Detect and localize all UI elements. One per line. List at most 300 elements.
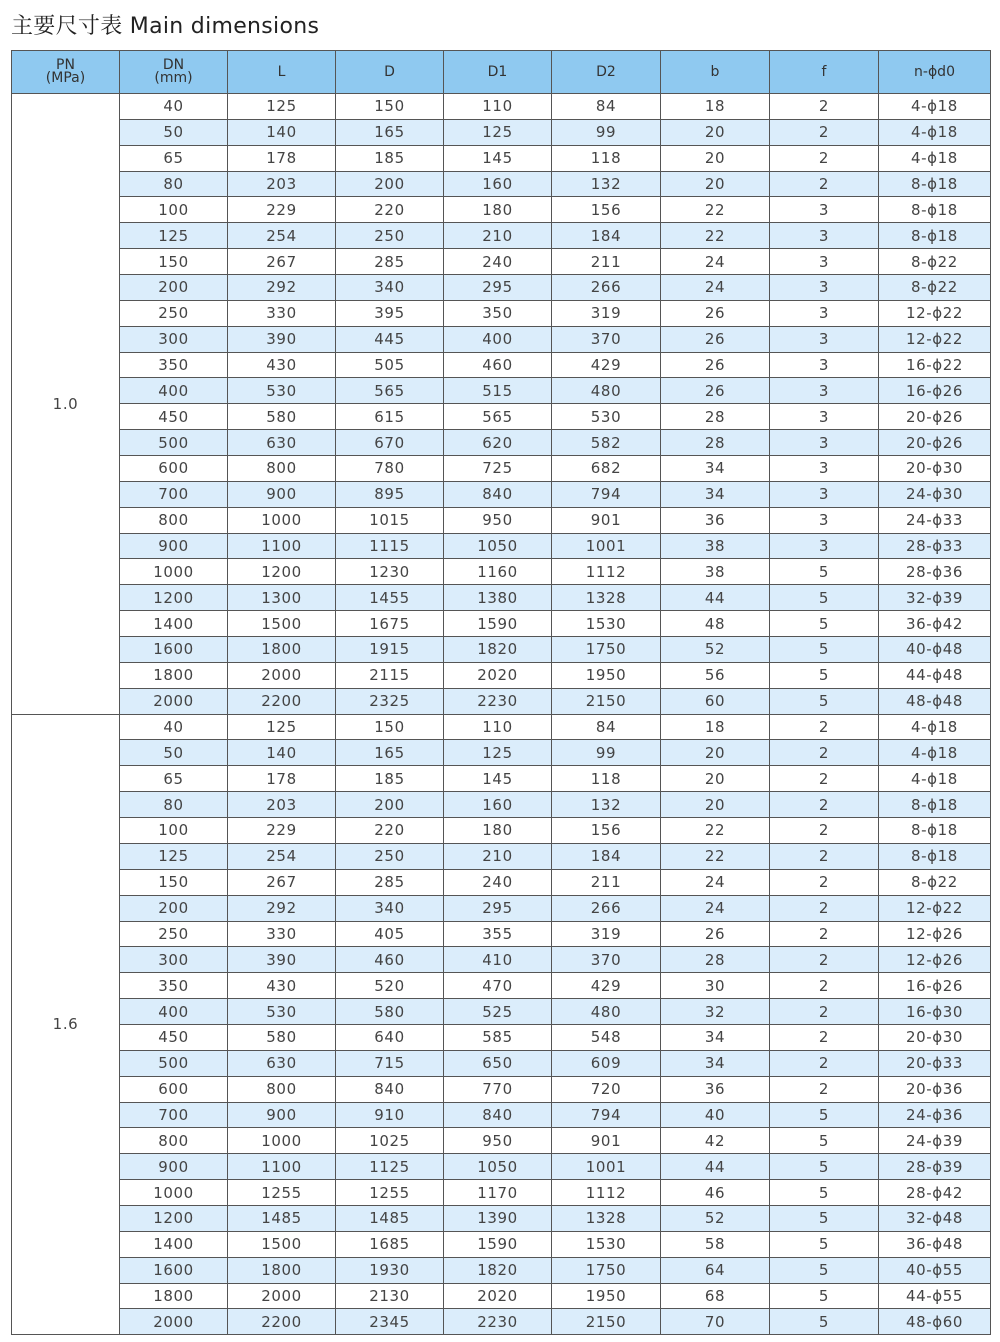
table-cell: 100 — [120, 818, 228, 844]
table-cell: 3 — [770, 275, 879, 301]
table-cell: 3 — [770, 533, 879, 559]
table-cell: 1200 — [120, 585, 228, 611]
table-cell: 110 — [444, 94, 552, 120]
table-row — [12, 456, 991, 482]
table-cell: 330 — [228, 921, 336, 947]
table-cell: 156 — [552, 818, 661, 844]
table-cell: 24-ϕ30 — [879, 481, 991, 507]
table-cell: 2000 — [120, 688, 228, 714]
table-cell: 165 — [336, 119, 444, 145]
table-cell: 8-ϕ18 — [879, 818, 991, 844]
table-cell: 32-ϕ39 — [879, 585, 991, 611]
table-cell: 548 — [552, 1024, 661, 1050]
table-cell: 630 — [228, 430, 336, 456]
table-row — [12, 559, 991, 585]
table-row — [12, 1180, 991, 1206]
table-cell: 48 — [661, 611, 770, 637]
table-cell: 220 — [336, 197, 444, 223]
table-cell: 20-ϕ26 — [879, 404, 991, 430]
table-cell: 2 — [770, 869, 879, 895]
table-cell: 125 — [120, 843, 228, 869]
table-cell: 895 — [336, 481, 444, 507]
table-row — [12, 352, 991, 378]
table-cell: 118 — [552, 145, 661, 171]
table-cell: 250 — [336, 223, 444, 249]
table-cell: 250 — [336, 843, 444, 869]
table-row — [12, 662, 991, 688]
table-cell: 390 — [228, 947, 336, 973]
table-cell: 770 — [444, 1076, 552, 1102]
table-cell: 1000 — [228, 1128, 336, 1154]
table-row — [12, 326, 991, 352]
table-cell: 20-ϕ30 — [879, 1024, 991, 1050]
table-cell: 40 — [120, 714, 228, 740]
table-cell: 5 — [770, 585, 879, 611]
table-cell: 1930 — [336, 1257, 444, 1283]
table-cell: 429 — [552, 973, 661, 999]
table-cell: 58 — [661, 1231, 770, 1257]
table-cell: 24-ϕ36 — [879, 1102, 991, 1128]
table-row — [12, 223, 991, 249]
table-cell: 40 — [661, 1102, 770, 1128]
table-cell: 794 — [552, 481, 661, 507]
column-header-label: b — [710, 63, 720, 80]
table-cell: 3 — [770, 326, 879, 352]
table-cell: 211 — [552, 249, 661, 275]
table-cell: 390 — [228, 326, 336, 352]
table-cell: 16-ϕ26 — [879, 378, 991, 404]
table-cell: 565 — [444, 404, 552, 430]
table-cell: 1675 — [336, 611, 444, 637]
table-cell: 28 — [661, 430, 770, 456]
table-cell: 505 — [336, 352, 444, 378]
table-cell: 2200 — [228, 688, 336, 714]
column-header — [770, 51, 879, 94]
table-cell: 5 — [770, 637, 879, 663]
table-cell: 100 — [120, 197, 228, 223]
table-cell: 2 — [770, 947, 879, 973]
table-cell: 38 — [661, 559, 770, 585]
table-cell: 2 — [770, 145, 879, 171]
table-cell: 1255 — [228, 1180, 336, 1206]
table-cell: 1590 — [444, 1231, 552, 1257]
table-cell: 650 — [444, 1050, 552, 1076]
table-cell: 600 — [120, 1076, 228, 1102]
table-cell: 901 — [552, 1128, 661, 1154]
table-cell: 3 — [770, 300, 879, 326]
table-cell: 582 — [552, 430, 661, 456]
column-header-label: D1 — [487, 63, 508, 80]
column-header-unit: (MPa) — [45, 70, 86, 86]
table-row — [12, 843, 991, 869]
table-cell: 84 — [552, 714, 661, 740]
table-cell: 900 — [120, 533, 228, 559]
table-cell: 800 — [228, 1076, 336, 1102]
table-cell: 1800 — [228, 1257, 336, 1283]
table-row — [12, 1283, 991, 1309]
table-cell: 4-ϕ18 — [879, 714, 991, 740]
table-cell: 5 — [770, 1154, 879, 1180]
table-cell: 28 — [661, 947, 770, 973]
table-cell: 480 — [552, 378, 661, 404]
table-cell: 500 — [120, 430, 228, 456]
table-row — [12, 611, 991, 637]
table-cell: 3 — [770, 223, 879, 249]
table-cell: 70 — [661, 1309, 770, 1335]
table-cell: 1160 — [444, 559, 552, 585]
column-header — [228, 51, 336, 94]
table-cell: 1750 — [552, 637, 661, 663]
table-cell: 229 — [228, 197, 336, 223]
table-row — [12, 999, 991, 1025]
table-cell: 340 — [336, 895, 444, 921]
table-cell: 32 — [661, 999, 770, 1025]
table-cell: 1800 — [120, 1283, 228, 1309]
table-cell: 20 — [661, 171, 770, 197]
table-cell: 80 — [120, 171, 228, 197]
table-cell: 285 — [336, 869, 444, 895]
table-cell: 1820 — [444, 637, 552, 663]
table-cell: 3 — [770, 404, 879, 430]
table-cell: 160 — [444, 792, 552, 818]
table-cell: 5 — [770, 1257, 879, 1283]
table-cell: 900 — [120, 1154, 228, 1180]
table-cell: 620 — [444, 430, 552, 456]
table-cell: 12-ϕ26 — [879, 947, 991, 973]
table-cell: 132 — [552, 792, 661, 818]
table-cell: 2230 — [444, 1309, 552, 1335]
table-cell: 395 — [336, 300, 444, 326]
table-cell: 20-ϕ33 — [879, 1050, 991, 1076]
table-cell: 5 — [770, 662, 879, 688]
table-cell: 18 — [661, 714, 770, 740]
table-cell: 1820 — [444, 1257, 552, 1283]
table-cell: 2325 — [336, 688, 444, 714]
table-cell: 20 — [661, 766, 770, 792]
table-cell: 2000 — [228, 1283, 336, 1309]
table-cell: 5 — [770, 1231, 879, 1257]
column-header — [552, 51, 661, 94]
table-cell: 609 — [552, 1050, 661, 1076]
table-cell: 254 — [228, 843, 336, 869]
column-header-unit: (mm) — [154, 70, 193, 86]
table-cell: 210 — [444, 843, 552, 869]
table-cell: 34 — [661, 481, 770, 507]
table-cell: 203 — [228, 171, 336, 197]
table-cell: 220 — [336, 818, 444, 844]
table-cell: 44 — [661, 1154, 770, 1180]
table-cell: 1600 — [120, 1257, 228, 1283]
table-cell: 36-ϕ48 — [879, 1231, 991, 1257]
table-cell: 1800 — [228, 637, 336, 663]
table-cell: 12-ϕ22 — [879, 300, 991, 326]
column-header-label: D2 — [596, 63, 616, 80]
table-cell: 1025 — [336, 1128, 444, 1154]
table-cell: 1750 — [552, 1257, 661, 1283]
table-cell: 2 — [770, 895, 879, 921]
table-cell: 2 — [770, 843, 879, 869]
table-cell: 2 — [770, 999, 879, 1025]
table-cell: 470 — [444, 973, 552, 999]
table-cell: 370 — [552, 326, 661, 352]
page-title: 主要尺寸表 Main dimensions — [11, 14, 320, 39]
table-cell: 12-ϕ22 — [879, 326, 991, 352]
table-cell: 211 — [552, 869, 661, 895]
table-cell: 56 — [661, 662, 770, 688]
table-cell: 184 — [552, 223, 661, 249]
table-cell: 1530 — [552, 1231, 661, 1257]
table-cell: 900 — [228, 1102, 336, 1128]
table-cell: 430 — [228, 973, 336, 999]
table-cell: 20-ϕ26 — [879, 430, 991, 456]
table-cell: 150 — [336, 714, 444, 740]
table-cell: 400 — [444, 326, 552, 352]
table-cell: 319 — [552, 300, 661, 326]
table-cell: 460 — [444, 352, 552, 378]
table-cell: 42 — [661, 1128, 770, 1154]
table-cell: 2000 — [120, 1309, 228, 1335]
table-cell: 2130 — [336, 1283, 444, 1309]
table-cell: 34 — [661, 1050, 770, 1076]
table-cell: 16-ϕ22 — [879, 352, 991, 378]
table-cell: 295 — [444, 275, 552, 301]
table-cell: 2 — [770, 1024, 879, 1050]
table-cell: 210 — [444, 223, 552, 249]
table-cell: 52 — [661, 637, 770, 663]
table-cell: 28-ϕ33 — [879, 533, 991, 559]
table-cell: 32-ϕ48 — [879, 1205, 991, 1231]
table-cell: 64 — [661, 1257, 770, 1283]
table-cell: 670 — [336, 430, 444, 456]
table-row — [12, 637, 991, 663]
table-cell: 450 — [120, 1024, 228, 1050]
table-cell: 20 — [661, 145, 770, 171]
table-row — [12, 688, 991, 714]
table-row — [12, 1102, 991, 1128]
table-cell: 2200 — [228, 1309, 336, 1335]
table-cell: 5 — [770, 611, 879, 637]
dimensions-table — [11, 50, 991, 1335]
table-cell: 460 — [336, 947, 444, 973]
table-cell: 2 — [770, 94, 879, 120]
table-cell: 28 — [661, 404, 770, 430]
table-cell: 1328 — [552, 1205, 661, 1231]
table-cell: 12-ϕ26 — [879, 921, 991, 947]
table-cell: 840 — [336, 1076, 444, 1102]
table-cell: 180 — [444, 197, 552, 223]
table-cell: 132 — [552, 171, 661, 197]
table-cell: 1100 — [228, 533, 336, 559]
table-cell: 1455 — [336, 585, 444, 611]
column-header-label: n-ϕd0 — [914, 63, 955, 80]
table-row — [12, 197, 991, 223]
table-cell: 340 — [336, 275, 444, 301]
table-cell: 8-ϕ18 — [879, 843, 991, 869]
table-cell: 480 — [552, 999, 661, 1025]
table-cell: 145 — [444, 145, 552, 171]
table-cell: 3 — [770, 352, 879, 378]
table-row — [12, 249, 991, 275]
table-cell: 52 — [661, 1205, 770, 1231]
column-header-label: L — [277, 63, 286, 80]
table-cell: 450 — [120, 404, 228, 430]
table-cell: 26 — [661, 326, 770, 352]
table-cell: 1485 — [336, 1205, 444, 1231]
table-cell: 22 — [661, 223, 770, 249]
table-cell: 2150 — [552, 1309, 661, 1335]
table-cell: 250 — [120, 921, 228, 947]
table-row — [12, 921, 991, 947]
table-cell: 60 — [661, 688, 770, 714]
table-cell: 50 — [120, 740, 228, 766]
table-row — [12, 171, 991, 197]
table-cell: 185 — [336, 145, 444, 171]
table-cell: 1200 — [228, 559, 336, 585]
table-cell: 4-ϕ18 — [879, 119, 991, 145]
table-cell: 580 — [228, 404, 336, 430]
table-cell: 150 — [336, 94, 444, 120]
table-row — [12, 740, 991, 766]
table-header-row — [12, 51, 991, 94]
table-row — [12, 533, 991, 559]
table-cell: 1950 — [552, 662, 661, 688]
table-cell: 682 — [552, 456, 661, 482]
table-row — [12, 973, 991, 999]
table-row — [12, 1309, 991, 1335]
table-cell: 26 — [661, 352, 770, 378]
table-cell: 350 — [120, 352, 228, 378]
table-row — [12, 507, 991, 533]
table-cell: 240 — [444, 869, 552, 895]
table-cell: 794 — [552, 1102, 661, 1128]
table-cell: 3 — [770, 456, 879, 482]
table-cell: 1200 — [120, 1205, 228, 1231]
table-cell: 8-ϕ22 — [879, 249, 991, 275]
table-cell: 99 — [552, 119, 661, 145]
table-cell: 2 — [770, 766, 879, 792]
table-cell: 1050 — [444, 1154, 552, 1180]
table-row — [12, 119, 991, 145]
table-cell: 3 — [770, 197, 879, 223]
table-cell: 178 — [228, 766, 336, 792]
table-cell: 1000 — [228, 507, 336, 533]
table-cell: 1255 — [336, 1180, 444, 1206]
table-cell: 500 — [120, 1050, 228, 1076]
table-cell: 26 — [661, 378, 770, 404]
table-row — [12, 818, 991, 844]
table-cell: 4-ϕ18 — [879, 145, 991, 171]
table-cell: 5 — [770, 1205, 879, 1231]
table-cell: 178 — [228, 145, 336, 171]
table-cell: 36 — [661, 1076, 770, 1102]
table-cell: 84 — [552, 94, 661, 120]
table-row — [12, 1024, 991, 1050]
table-cell: 3 — [770, 481, 879, 507]
table-cell: 640 — [336, 1024, 444, 1050]
table-row — [12, 1128, 991, 1154]
table-cell: 46 — [661, 1180, 770, 1206]
table-cell: 430 — [228, 352, 336, 378]
table-cell: 2 — [770, 119, 879, 145]
table-row — [12, 1257, 991, 1283]
pn-group-cell: 1.0 — [12, 94, 120, 715]
table-cell: 20 — [661, 740, 770, 766]
table-cell: 16-ϕ26 — [879, 973, 991, 999]
table-cell: 24 — [661, 869, 770, 895]
table-cell: 300 — [120, 947, 228, 973]
table-cell: 1915 — [336, 637, 444, 663]
table-cell: 1125 — [336, 1154, 444, 1180]
table-row — [12, 1154, 991, 1180]
table-cell: 1300 — [228, 585, 336, 611]
table-cell: 840 — [444, 1102, 552, 1128]
table-cell: 900 — [228, 481, 336, 507]
table-cell: 910 — [336, 1102, 444, 1128]
table-cell: 2 — [770, 1076, 879, 1102]
table-cell: 3 — [770, 507, 879, 533]
table-cell: 185 — [336, 766, 444, 792]
column-header — [444, 51, 552, 94]
table-cell: 1230 — [336, 559, 444, 585]
pn-group-cell: 1.6 — [12, 714, 120, 1335]
table-cell: 725 — [444, 456, 552, 482]
table-cell: 950 — [444, 507, 552, 533]
table-cell: 4-ϕ18 — [879, 740, 991, 766]
table-cell: 80 — [120, 792, 228, 818]
table-cell: 44-ϕ48 — [879, 662, 991, 688]
table-cell: 165 — [336, 740, 444, 766]
table-cell: 800 — [120, 1128, 228, 1154]
table-cell: 200 — [120, 895, 228, 921]
table-cell: 1500 — [228, 611, 336, 637]
table-row — [12, 947, 991, 973]
table-cell: 2 — [770, 818, 879, 844]
table-cell: 350 — [120, 973, 228, 999]
table-cell: 3 — [770, 378, 879, 404]
table-row — [12, 1231, 991, 1257]
column-header-label: f — [821, 63, 827, 80]
table-cell: 65 — [120, 766, 228, 792]
table-cell: 240 — [444, 249, 552, 275]
column-header-label: PN — [56, 57, 75, 73]
table-cell: 22 — [661, 818, 770, 844]
table-cell: 125 — [444, 119, 552, 145]
table-cell: 20 — [661, 792, 770, 818]
table-cell: 36 — [661, 507, 770, 533]
table-cell: 34 — [661, 1024, 770, 1050]
table-cell: 720 — [552, 1076, 661, 1102]
table-cell: 700 — [120, 481, 228, 507]
table-cell: 12-ϕ22 — [879, 895, 991, 921]
table-cell: 184 — [552, 843, 661, 869]
table-cell: 99 — [552, 740, 661, 766]
table-row — [12, 714, 991, 740]
table-cell: 1000 — [120, 1180, 228, 1206]
table-cell: 140 — [228, 119, 336, 145]
table-cell: 160 — [444, 171, 552, 197]
table-cell: 8-ϕ22 — [879, 275, 991, 301]
table-cell: 2 — [770, 171, 879, 197]
table-cell: 1400 — [120, 1231, 228, 1257]
table-cell: 1001 — [552, 533, 661, 559]
table-cell: 8-ϕ18 — [879, 792, 991, 818]
table-cell: 5 — [770, 1309, 879, 1335]
table-row — [12, 1050, 991, 1076]
table-cell: 525 — [444, 999, 552, 1025]
table-cell: 18 — [661, 94, 770, 120]
table-cell: 2 — [770, 740, 879, 766]
table-cell: 1001 — [552, 1154, 661, 1180]
